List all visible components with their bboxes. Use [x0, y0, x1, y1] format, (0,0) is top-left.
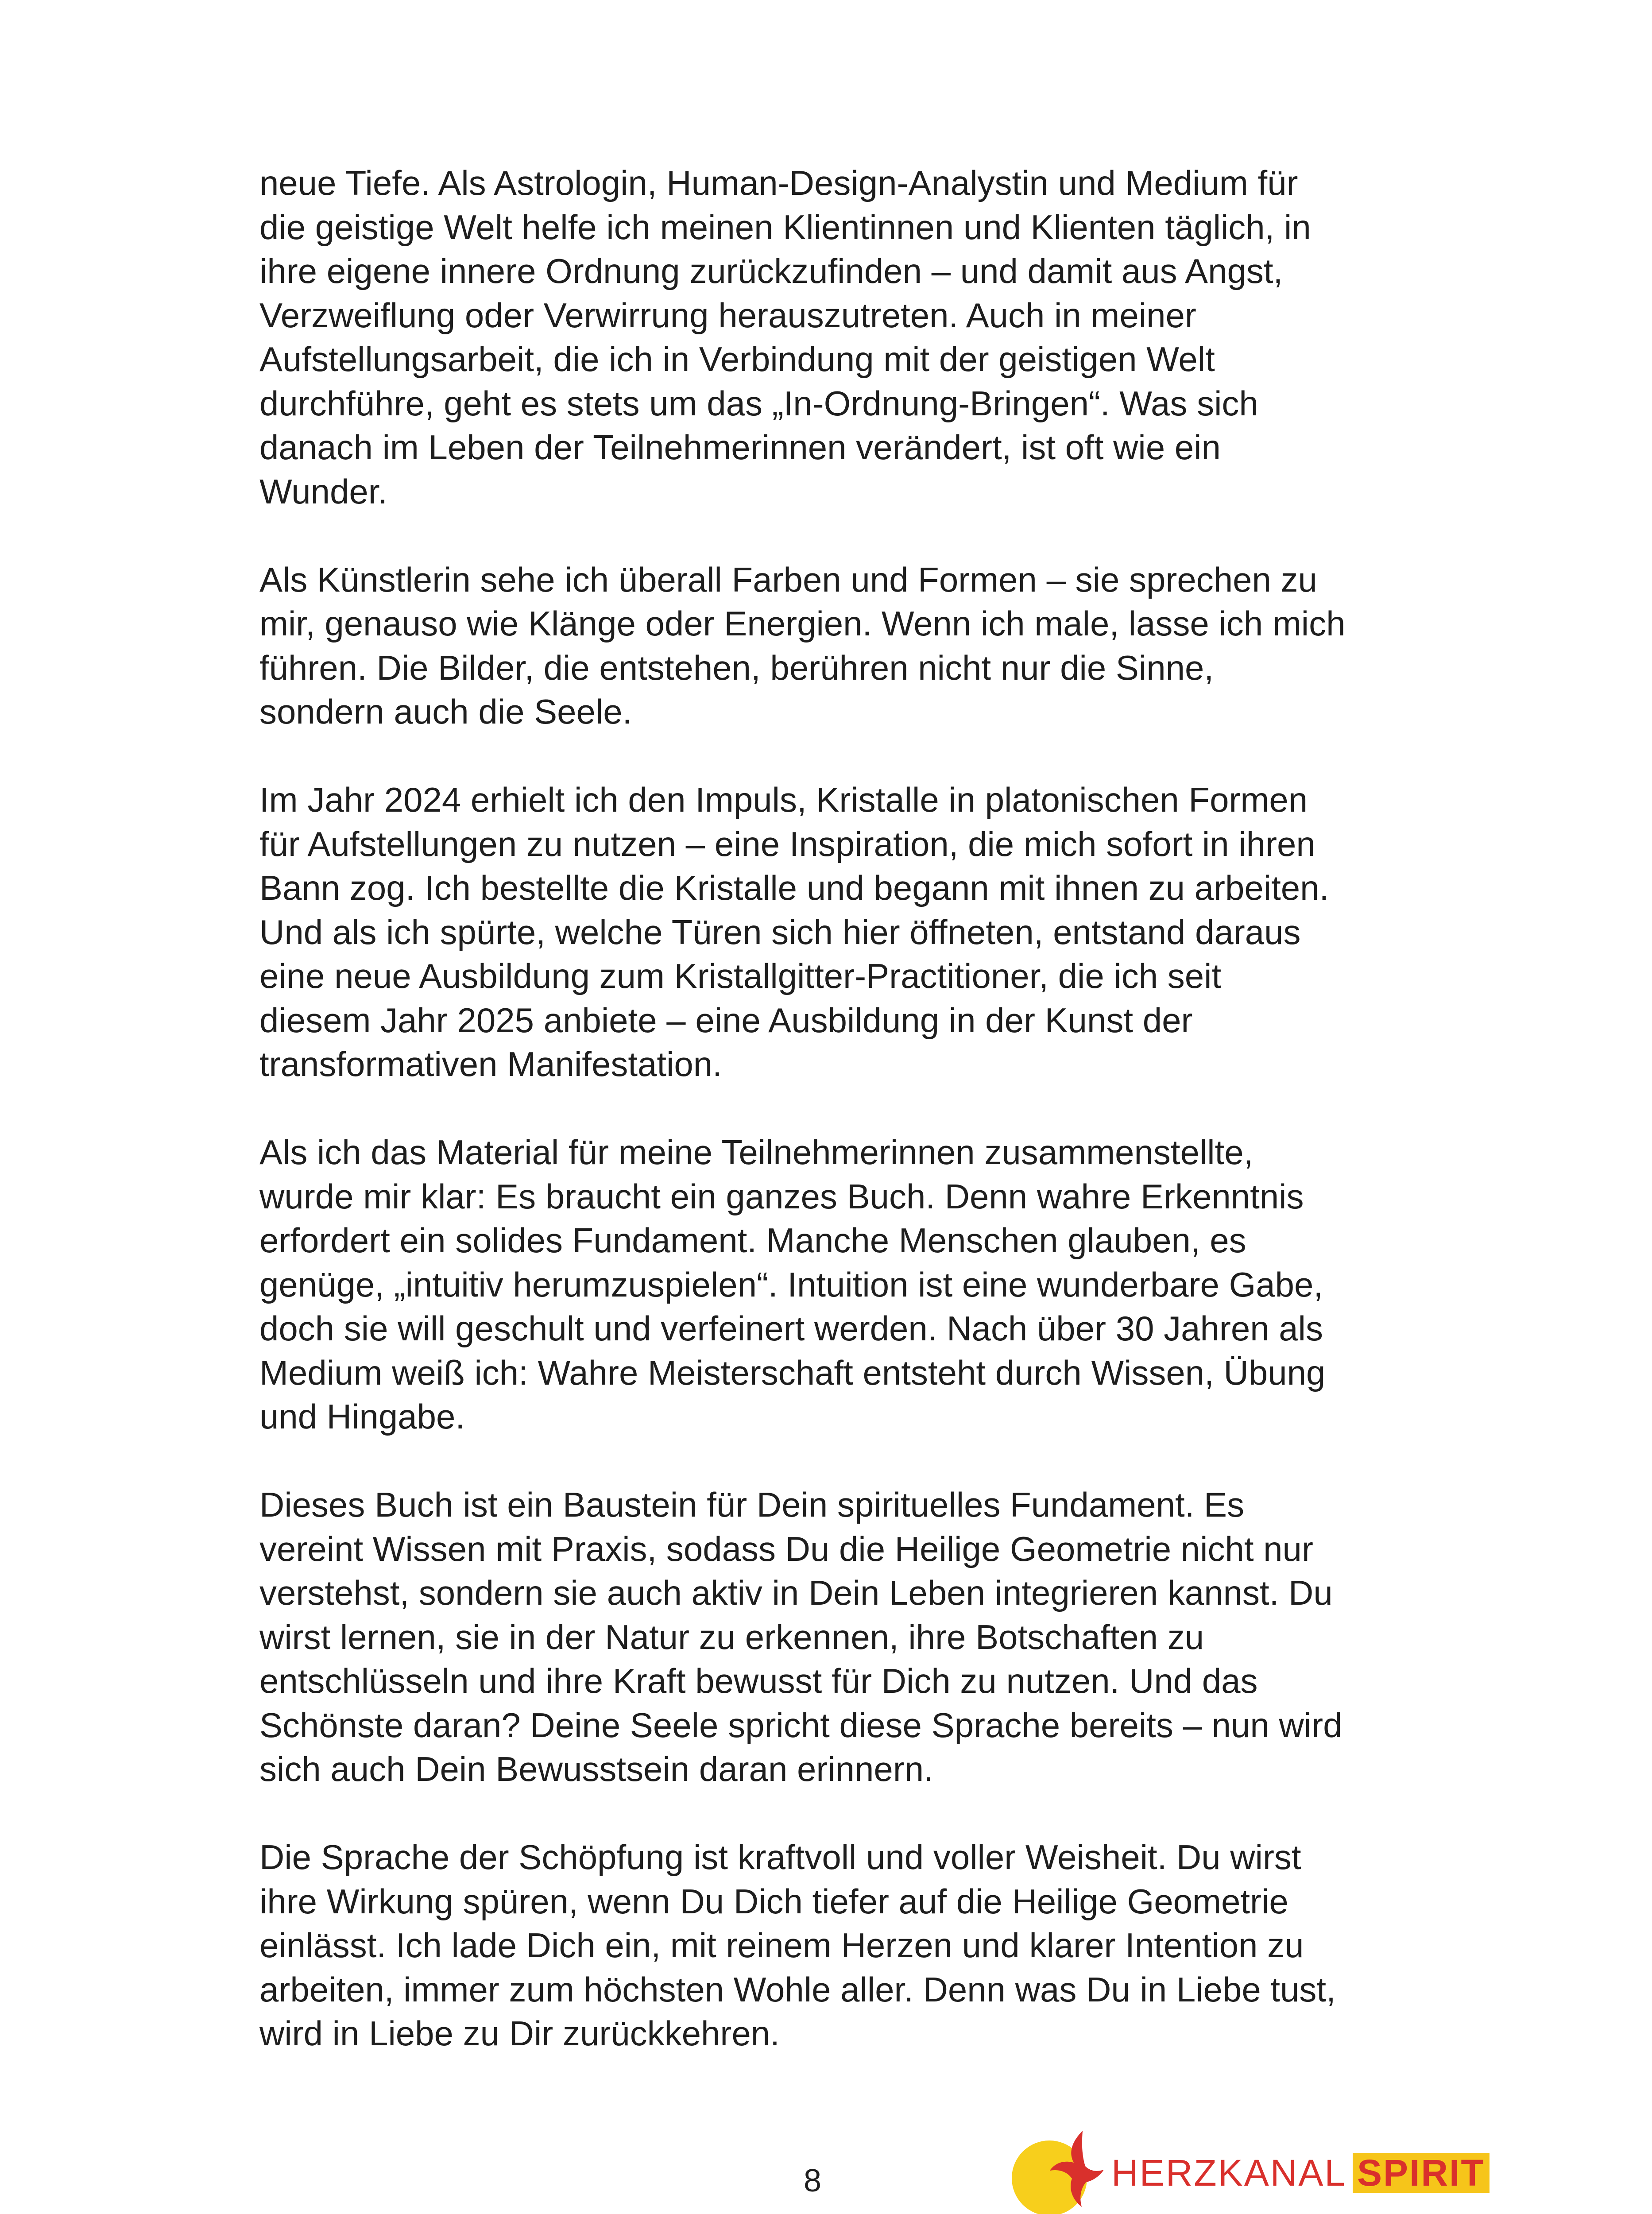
text-line: sondern auch die Seele.	[259, 692, 632, 731]
text-line: diesem Jahr 2025 anbiete – eine Ausbildung in der Kunst der	[259, 1000, 1193, 1040]
text-line: Und als ich spürte, welche Türen sich hier öffneten, entstand daraus	[259, 912, 1301, 952]
logo-word-herzkanal: HERZKANAL	[1111, 2152, 1347, 2194]
logo-word-spirit: SPIRIT	[1353, 2153, 1490, 2193]
text-line: eine neue Ausbildung zum Kristallgitter-Practitioner, die ich seit	[259, 956, 1222, 995]
bird-on-sun-icon	[1029, 2126, 1118, 2210]
text-line: für Aufstellungen zu nutzen – eine Inspiration, die mich sofort in ihren	[259, 824, 1315, 863]
text-line: verstehst, sondern sie auch aktiv in Dein Leben integrieren kannst. Du	[259, 1573, 1333, 1612]
text-line: Aufstellungsarbeit, die ich in Verbindung mit der geistigen Welt	[259, 340, 1215, 379]
text-line: doch sie will geschult und verfeinert werden. Nach über 30 Jahren als	[259, 1309, 1323, 1348]
text-line: Als Künstlerin sehe ich überall Farben und Formen – sie sprechen zu	[259, 560, 1317, 599]
text-line: mir, genauso wie Klänge oder Energien. Wenn ich male, lasse ich mich	[259, 604, 1346, 643]
text-line: Bann zog. Ich bestellte die Kristalle und begann mit ihnen zu arbeiten.	[259, 868, 1329, 907]
paragraph-2	[259, 558, 1393, 734]
text-line: Wunder.	[259, 472, 388, 511]
paragraph-5	[259, 1483, 1393, 1792]
text-line: Dieses Buch ist ein Baustein für Dein spirituelles Fundament. Es	[259, 1485, 1245, 1524]
text-line: wurde mir klar: Es braucht ein ganzes Buch. Denn wahre Erkenntnis	[259, 1177, 1304, 1216]
text-line: transformativen Manifestation.	[259, 1045, 722, 1084]
text-line: ihre Wirkung spüren, wenn Du Dich tiefer auf die Heilige Geometrie	[259, 1881, 1288, 1921]
text-line: wird in Liebe zu Dir zurückkehren.	[259, 2014, 780, 2053]
text-line: entschlüsseln und ihre Kraft bewusst für Dich zu nutzen. Und das	[259, 1661, 1258, 1700]
text-line: vereint Wissen mit Praxis, sodass Du die Heilige Geometrie nicht nur	[259, 1529, 1313, 1568]
paragraph-4	[259, 1130, 1393, 1439]
page-number: 8	[803, 2163, 822, 2199]
text-line: Als ich das Material für meine Teilnehmerinnen zusammenstellte,	[259, 1133, 1254, 1172]
text-line: wirst lernen, sie in der Natur zu erkennen, ihre Botschaften zu	[259, 1617, 1204, 1657]
text-line: ihre eigene innere Ordnung zurückzufinden – und damit aus Angst,	[259, 252, 1283, 290]
text-line: erfordert ein solides Fundament. Manche Menschen glauben, es	[259, 1221, 1246, 1260]
paragraph-6	[259, 1835, 1393, 2056]
body-text	[259, 161, 1393, 2056]
text-line: einlässt. Ich lade Dich ein, mit reinem Herzen und klarer Intention zu	[259, 1926, 1304, 1965]
text-line: die geistige Welt helfe ich meinen Klientinnen und Klienten täglich, in	[259, 207, 1311, 247]
text-line: danach im Leben der Teilnehmerinnen verändert, ist oft wie ein	[259, 428, 1221, 467]
text-line: sich auch Dein Bewusstsein daran erinnern.	[259, 1750, 933, 1788]
text-line: Die Sprache der Schöpfung ist kraftvoll und voller Weisheit. Du wirst	[259, 1838, 1301, 1877]
text-line: führen. Die Bilder, die entstehen, berühren nicht nur die Sinne,	[259, 648, 1214, 687]
text-line: neue Tiefe. Als Astrologin, Human-Design-Analystin und Medium für	[259, 163, 1298, 202]
text-line: genüge, „intuitiv herumzuspielen“. Intuition ist eine wunderbare Gabe,	[259, 1265, 1323, 1304]
text-line: Medium weiß ich: Wahre Meisterschaft entsteht durch Wissen, Übung	[259, 1353, 1326, 1392]
text-line: Im Jahr 2024 erhielt ich den Impuls, Kristalle in platonischen Formen	[259, 780, 1308, 819]
text-line: Schönste daran? Deine Seele spricht diese Sprache bereits – nun wird	[259, 1705, 1342, 1745]
text-line: Verzweiflung oder Verwirrung herauszutreten. Auch in meiner	[259, 295, 1196, 335]
text-line: und Hingabe.	[259, 1397, 465, 1436]
herzkanal-spirit-logo	[1012, 2126, 1485, 2214]
paragraph-3	[259, 778, 1393, 1087]
text-line: arbeiten, immer zum höchsten Wohle aller. Denn was Du in Liebe tust,	[259, 1970, 1336, 2009]
text-line: durchführe, geht es stets um das „In-Ordnung-Bringen“. Was sich	[259, 383, 1258, 423]
paragraph-1	[259, 161, 1393, 514]
